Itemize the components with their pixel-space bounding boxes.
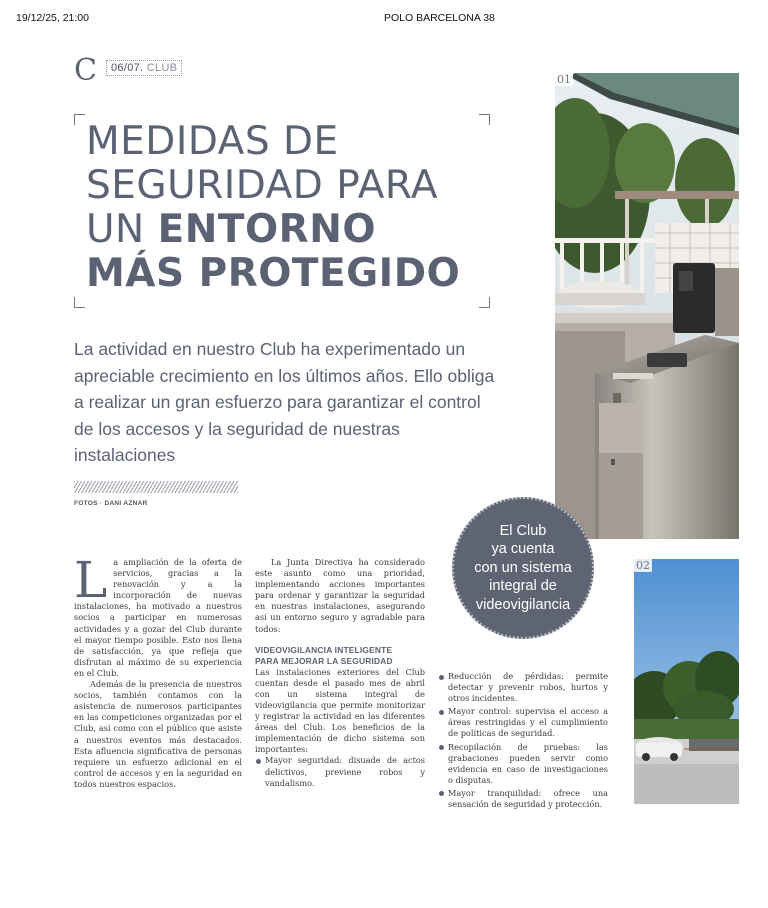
paragraph-2: Además de la presencia de nuestros socios, también contamos con la asistencia de numerosos participantes en las competiciones organizadas por el Club, así como con el público que asiste a nuestros eventos más destacados. Esta afluencia significativa de personas requiere un esfuerzo adicional en el control de accesos y en la seguridad en todos nuestros espacios. [74,679,242,789]
paragraph-3: La Junta Directiva ha considerado este asunto como una prioridad, implementando acciones importantes para ordenar y garantizar la seguridad en nuestras instalaciones, asegurando así un entorno seguro y agradable para todos: [255,557,425,634]
title-line-1: MEDIDAS DE [86,119,339,164]
subheading-line-1: VIDEOVIGILANCIA INTELIGENTE [255,644,393,655]
subheading-line-2: PARA MEJORAR LA SEGURIDAD [255,655,393,666]
article-title [86,120,460,296]
badge-line-2: ya cuenta [491,541,555,558]
benefits-list-b [438,671,608,810]
paragraph-4: Las instalaciones exteriores del Club cuentan desde el pasado mes de abril con un sistema integral de videovigilancia que permite monitorizar y registrar la actividad en las diferentes áreas del Club. Los beneficios de la implementación de dicho sistema son importantes: [255,666,425,755]
article-column-3 [438,671,608,812]
title-line-3-bold: ENTORNO [157,207,377,252]
parking-photo [634,559,739,804]
section-label [106,60,182,76]
list-item: Mayor seguridad: disuade de actos delictivos, previene robos y vandalismo. [255,755,425,788]
parking-illustration [634,559,739,804]
title-line-3-thin: UN [86,207,145,252]
print-date: 19/12/25, 21:00 [16,12,89,24]
title-line-2: SEGURIDAD PARA [86,163,439,208]
article-column-1 [74,551,242,790]
highlight-badge [452,497,594,639]
section-number: 06/07. [111,62,144,74]
photo-credit: FOTOS · DANI AZNAR [74,500,148,507]
benefits-list-a [255,755,425,788]
publication-title: POLO BARCELONA 38 [384,12,495,24]
dropcap: L [74,551,108,609]
decorative-hatch [74,481,238,493]
photo-number-01: 01 [557,73,571,86]
photo-number-02: 02 [636,559,650,572]
turnstile-illustration [555,73,739,539]
subheading [255,645,425,667]
turnstile-photo [555,73,739,539]
list-item: Mayor control: supervisa el acceso a áreas restringidas y el cumplimiento de políticas de seguridad. [438,706,608,739]
list-item: Recopilación de pruebas: las grabaciones pueden servir como evidencia en caso de investigaciones o disputas. [438,742,608,786]
paragraph-1: a ampliación de la oferta de servicios, gracias a la renovación y a la incorporación de nuevas instalaciones, ha motivado a nuestros socios a participar en numerosas actividades y a gozar del Club durante el mayor tiempo posible. Esto nos llena de satisfacción, ya que refleja que disfrutan al máximo de su experiencia en el Club. [74,557,242,678]
section-name: CLUB [146,62,178,74]
article-column-2 [255,557,425,791]
badge-line-1: El Club [499,522,547,539]
section-letter: C [74,53,97,88]
list-item: Mayor tranquilidad: ofrece una sensación de seguridad y protección. [438,788,608,810]
title-frame [74,114,490,308]
list-item: Reducción de pérdidas: permite detectar y prevenir robos, hurtos y otros incidentes. [438,671,608,704]
badge-line-4: integral de [489,578,557,595]
lead-paragraph: La actividad en nuestro Club ha experimentado un apreciable crecimiento en los últimos años. Ello obliga a realizar un gran esfuerzo para garantizar el control de los accesos y la seguridad de nuestras instalaciones [74,339,495,465]
badge-line-3: con un sistema [474,559,572,576]
badge-line-5: videovigilancia [475,596,571,613]
title-line-4: MÁS PROTEGIDO [86,251,461,296]
